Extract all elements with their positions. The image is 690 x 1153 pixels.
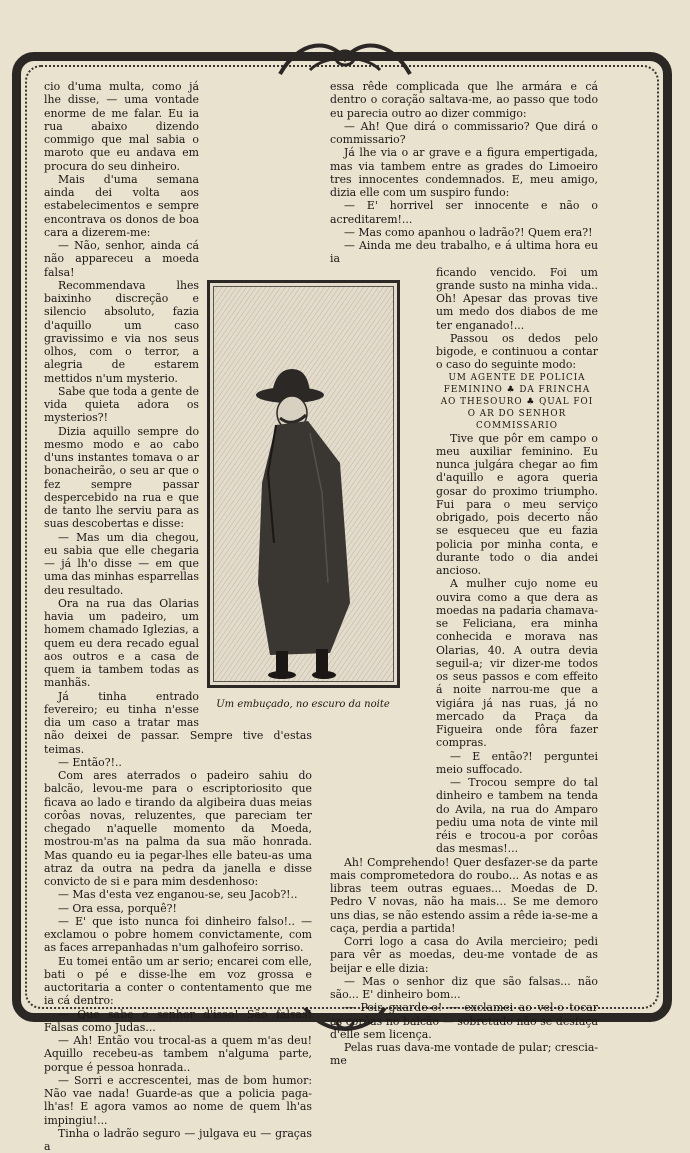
paragraph: — Sorri e accrescentei, mas de bom humor: Não vae nada! Guarde-as que a policia paga-lh'as! E agora vamos ao nome de quem lh'as impingiu!...	[44, 1073, 312, 1127]
paragraph: Tinha o ladrão seguro — julgava eu — graças a	[44, 1126, 312, 1153]
paragraph: Eu tomei então um ar serio; encarei com elle, bati o pé e disse-lhe em voz grossa e auctoritaria a conter o contentamento que me ia cá dentro:	[44, 954, 312, 1008]
paragraph: Dizia aquillo sempre do mesmo modo e ao cabo d'uns instantes tomava o ar bonacheirão, o seu ar que o fez sempre passar despercebido na rua e que de tanto lhe serviu para as suas descobertas e disse:	[44, 424, 199, 531]
paragraph: Tive que pôr em campo o meu auxiliar feminino. Eu nunca julgára chegar ao fim d'aquillo e agora queria gosar do proximo triumpho. Fui para o meu serviço obrigado, pois decerto não se esqueceu que eu fazia policia por minha conta, e durante todo o dia andei ancioso.	[436, 431, 598, 577]
paragraph: Com ares aterrados o padeiro sahiu do balcão, levou-me para o escriptoriosito que ficava ao lado e tirando da algibeira duas meias corôas novas, reluzentes, que pareciam ter chegado n'aquelle momento da Moeda, mostrou-m'as na palma da sua mão honrada. Mas quando eu ia pegar-lhes elle bateu-as uma atraz da outra na pedra da janella e disse convicto de si e para mim desdenhoso:	[44, 769, 312, 888]
paragraph: Pelas ruas dava-me vontade de pular; crescia-me	[330, 1041, 598, 1068]
paragraph: — Ah! Então vou trocal-as a quem m'as deu! Aquillo recebeu-as tambem n'alguma parte, porque é pessoa honrada..	[44, 1034, 312, 1074]
paragraph: — E' horrivel ser innocente e não o acreditarem!...	[330, 199, 598, 226]
paragraph: Sabe que toda a gente de vida quieta adora os mysterios?!	[44, 384, 199, 425]
paragraph: — Que sabe o senhor d'isso! São falsas! Falsas como Judas...	[44, 1007, 312, 1034]
paragraph: — Pois guarde-o! — exclamei ao vel-o tocar as corôas no balcão — sobretudo não se desfaça d'elle sem licença.	[330, 1001, 598, 1041]
paragraph: — Então?!..	[58, 755, 122, 769]
paragraph: ficando vencido. Foi um grande susto na minha vida.. Oh! Apesar das provas tive um medo dos diabos de me ter enganado!...	[436, 265, 598, 332]
paragraph: Mais d'uma semana ainda dei volta aos estabelecimentos e sempre encontrava os donos de boa cara a dizerem-me:	[44, 172, 199, 239]
paragraph: — Ora essa, porquê?!	[58, 901, 177, 915]
paragraph: Já lhe via o ar grave e a figura empertigada, mas via tambem entre as grades do Limoeiro tres innocentes condemnados. E, meu amigo, dizia elle com um suspiro fundo:	[330, 146, 598, 199]
paragraph: — Trocou sempre do tal dinheiro e tambem na tenda do Avila, na rua do Amparo pediu uma nota de vinte mil réis e trocou-a por corôas das mesmas!...	[436, 776, 598, 856]
paragraph: — E então?! perguntei meio suffocado.	[436, 749, 598, 776]
paragraph: Ora na rua das Olarias havia um padeiro, um homem chamado Iglezias, a quem eu dera recado egual aos outros e a casa de quem ia tambem todas as manhãs.	[44, 596, 199, 690]
paragraph: — Mas um dia chegou, eu sabia que elle chegaria — já lh'o disse — em que uma das minhas esparrellas deu resultado.	[44, 530, 199, 597]
paragraph: Recommendava lhes baixinho discreção e silencio absoluto, fazia d'aquillo um caso gravissimo e via nos seus olhos, com o terror, a alegria de estarem mettidos n'um mysterio.	[44, 278, 199, 385]
paragraph: — Mas o senhor diz que são falsas... não são... E' dinheiro bom...	[330, 974, 598, 1001]
paragraph: A mulher cujo nome eu ouvira como a que dera as moedas na padaria chamava-se Feliciana, era minha conhecida e morava nas Olarias, 40. A outra devia seguil-a; vir dizer-me todos os seus passos e com effeito á noite narrou-me que a vigiára já nas ruas, já no mercado da Praça da Figueira onde fôra fazer compras.	[436, 577, 598, 750]
paragraph: essa rêde complicada que lhe armára e cá dentro o coração saltava-me, ao passo que todo eu parecia outro ao dizer commigo:	[330, 80, 598, 120]
paragraph: Ah! Comprehendo! Quer desfazer-se da parte mais comprometedora do roubo... As notas e as libras teem outras eguaes... Moedas de D. Pedro V novas, não ha mais... Se me demoro uns dias, se não estendo assim a rêde ia-se-me a caça, perdia a partida!	[330, 855, 598, 935]
paragraph: Já tinha entrado fevereiro; eu tinha n'esse dia um caso a tratar mas não deixei de passar. Sempre tive d'estas teimas.	[44, 689, 312, 756]
right-column	[330, 80, 598, 1068]
paragraph: — Mas como apanhou o ladrão?! Quem era?!	[344, 225, 593, 239]
paragraph: — Ah! Que dirá o commissario? Que dirá o commissario?	[330, 119, 598, 146]
left-column	[44, 80, 390, 1153]
top-ornament-icon	[270, 34, 420, 82]
paragraph: Corri logo a casa do Avila mercieiro; pedi para vêr as moedas, deu-me vontade de as beijar e elle dizia:	[330, 935, 598, 975]
paragraph: UM AGENTE DE POLICIA FEMININO ♣ DA FRINCHA AO THESOURO ♣ QUAL FOI O AR DO SENHOR COMMISSARIO	[440, 372, 594, 431]
paragraph: — Mas d'esta vez enganou-se, seu Jacob?!..	[58, 888, 298, 902]
paragraph: — Ainda me deu trabalho, e á ultima hora eu ia	[330, 239, 598, 266]
right-text-top	[330, 80, 598, 266]
illustration-caption: Um embuçado, no escuro da noite	[216, 699, 390, 710]
paragraph: — Não, senhor, ainda cá não appareceu a moeda falsa!	[44, 239, 199, 279]
paragraph: — E' que isto nunca foi dinheiro falso!.. — exclamou o pobre homem convictamente, com as faces arrepanhadas n'um galhofeiro sorriso.	[44, 914, 312, 955]
paragraph: Passou os dedos pelo bigode, e continuou a contar o caso do seguinte modo:	[436, 331, 598, 372]
paragraph: cio d'uma multa, como já lhe disse, — uma vontade enorme de me falar. Eu ia rua abaixo dizendo commigo que mal sabia o maroto que eu andava em procura do seu dinheiro.	[44, 80, 199, 173]
right-text-narrow	[436, 266, 598, 856]
right-text-bottom	[330, 856, 598, 1068]
